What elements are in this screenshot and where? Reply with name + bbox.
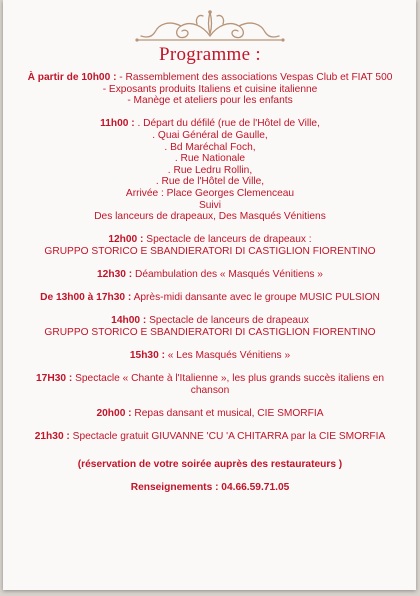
program-text: Suivi [198, 199, 222, 211]
program-line [0, 84, 420, 96]
program-line [0, 176, 420, 188]
program-text: Spectacle gratuit GIUVANNE 'CU 'A CHITARRA par la CIE SMORFIA [69, 431, 386, 443]
program-text: Spectacle de lanceurs de drapeaux : [143, 234, 312, 246]
program-line [0, 408, 420, 420]
program-entry [0, 431, 420, 443]
program-line [0, 153, 420, 165]
program-text: « Les Masqués Vénitiens » [164, 350, 291, 362]
program-line [0, 234, 420, 246]
program-text: . Rue de l'Hôtel de Ville, [155, 176, 265, 188]
program-line [0, 130, 420, 142]
program-entry [0, 118, 420, 222]
program-entry [0, 408, 420, 420]
program-text: . Bd Maréchal Foch, [164, 141, 256, 153]
program-line [0, 200, 420, 212]
program-time: 21h30 : [34, 431, 70, 443]
program-text: GRUPPO STORICO E SBANDIERATORI DI CASTIGLION FIORENTINO [44, 245, 376, 257]
program-entry [0, 72, 420, 107]
program-line [0, 373, 420, 385]
program-line [0, 292, 420, 304]
program-text: Spectacle « Chante à l'Italienne », les plus grands succès italiens en [72, 373, 384, 385]
program-time: 14h00 : [111, 315, 147, 327]
program-time: 20h00 : [96, 408, 132, 420]
program-time: 12h00 : [108, 234, 144, 246]
program-text: chanson [190, 385, 230, 397]
program-line [0, 385, 420, 397]
program-text: GRUPPO STORICO E SBANDIERATORI DI CASTIGLION FIORENTINO [44, 327, 376, 339]
program-list [0, 72, 420, 505]
program-text: . Départ du défilé (rue de l'Hôtel de Ville, [134, 118, 320, 130]
program-line [0, 315, 420, 327]
program-line [0, 165, 420, 177]
program-text: Spectacle de lanceurs de drapeaux [146, 315, 309, 327]
program-entry [0, 373, 420, 396]
program-text: . Rue Ledru Rollin, [167, 164, 253, 176]
program-text: - Exposants produits Italiens et cuisine italienne [102, 83, 318, 95]
program-entry [0, 234, 420, 257]
program-time: De 13h00 à 17h30 : [40, 292, 132, 304]
program-text: Arrivée : Place Georges Clemenceau [125, 187, 295, 199]
program-entry [0, 269, 420, 281]
program-text: - Rassemblement des associations Vespas Club et FIAT 500 [116, 72, 393, 83]
program-line [0, 431, 420, 443]
program-time: 15h30 : [129, 350, 165, 362]
program-text: Des lanceurs de drapeaux, Des Masqués Vénitiens [94, 211, 326, 223]
program-line [0, 118, 420, 130]
program-line [0, 350, 420, 362]
reservation-note: (réservation de votre soirée auprès des restaurateurs ) [77, 458, 343, 470]
program-text: Déambulation des « Masqués Vénitiens » [132, 269, 323, 281]
program-time: 11h00 : [100, 118, 135, 130]
program-line [0, 211, 420, 223]
program-line [0, 269, 420, 281]
program-line [0, 327, 420, 339]
program-line [0, 95, 420, 107]
program-text: - Manège et ateliers pour les enfants [127, 95, 293, 107]
program-text: . Rue Nationale [174, 153, 246, 165]
program-line [0, 142, 420, 154]
program-entry [0, 350, 420, 362]
program-text: Repas dansant et musical, CIE SMORFIA [131, 408, 324, 420]
program-text: . Quai Général de Gaulle, [152, 129, 268, 141]
program-entry [0, 292, 420, 304]
program-time: 12h30 : [97, 269, 133, 281]
program-time: À partir de 10h00 : [27, 72, 117, 83]
program-line [0, 188, 420, 200]
flourish-ornament-icon [125, 6, 295, 46]
program-line [0, 246, 420, 258]
program-entry [0, 315, 420, 338]
page-title: Programme : [159, 44, 261, 65]
program-text: Après-midi dansante avec le groupe MUSIC PULSION [131, 292, 380, 304]
program-time: 17H30 : [36, 373, 73, 385]
contact-info: Renseignements : 04.66.59.71.05 [130, 481, 290, 493]
program-line [0, 72, 420, 84]
